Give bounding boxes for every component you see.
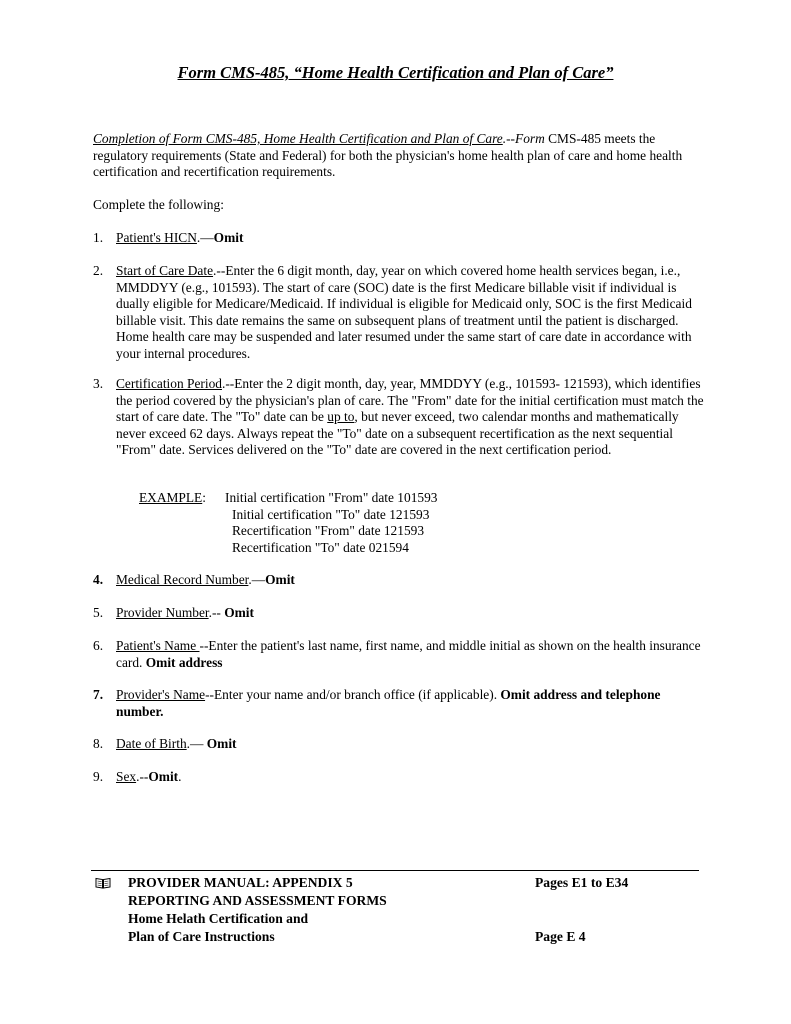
footer-left [128,874,387,946]
item-text: --Enter the patient's last name, first name, and middle initial as shown on the health insurance card. [116,638,701,670]
item-text: .— [248,572,266,587]
item-text: .— [196,230,214,245]
footer-right [535,874,628,946]
item-number: 9. [93,769,104,784]
list-item-start-of-care-date [93,263,705,362]
item-omit: Omit [265,572,295,587]
item-number: 1. [93,230,104,245]
example-line: Initial certification "To" date 121593 [232,506,430,522]
item-omit: Omit [224,605,254,620]
example-label-text: EXAMPLE [139,490,203,505]
item-label: Date of Birth [116,736,187,751]
list-item-provider-number [93,605,705,622]
example-line: Recertification "From" date 121593 [232,523,425,538]
item-number: 6. [93,638,104,653]
item-omit: Omit address [145,654,223,670]
item-number: 2. [93,263,104,278]
item-underlined-text: up to [327,409,355,424]
item-omit: Omit [148,769,179,784]
example-label [139,490,206,507]
footer-manual: PROVIDER MANUAL: APPENDIX 5 [128,875,353,890]
example-colon: : [202,490,206,505]
item-label: Certification Period [116,376,222,391]
footer-rule [91,870,699,871]
item-number: 8. [93,736,104,751]
item-text-continued: , but never exceed, two calendar months and mathematically never exceed 62 days. Always repeat the "To" date on a subsequent recertification as the next sequential "From" date. Services delivered on the "To" date are covered in the next certification period. [116,409,679,457]
footer-pages: Pages E1 to E34 [535,875,629,890]
item-label: Sex [116,769,137,784]
item-label: Provider Number [116,605,209,620]
intro-form-label: .--Form [502,131,545,146]
list-item-patient-hicn [93,230,705,247]
item-label: Patient's HICN [116,230,197,245]
list-item-certification-period [93,376,705,459]
item-label: Start of Care Date [116,263,214,278]
intro-heading: Completion of Form CMS-485, Home Health Certification and Plan of Care [93,131,503,146]
complete-label: Complete the following: [93,197,224,212]
item-text: .-- [136,769,149,784]
example-line: Recertification "To" date 021594 [232,539,409,555]
item-label: Medical Record Number [116,572,249,587]
footer-topic-cont: Plan of Care Instructions [128,929,275,944]
item-text: .--Enter the 2 digit month, day, year, MMDDYY (e.g., 101593- 121593), which identifies the period covered by the physician's plan of care. The "From" date for the initial certification must match the start of care date. The "To" date can be [116,376,704,424]
example-line: Initial certification "From" date 101593 [225,490,438,505]
item-number: 5. [93,605,104,620]
item-text: --Enter your name and/or branch office (if applicable). [205,687,501,702]
list-item-date-of-birth [93,736,705,753]
intro-text: CMS-485 meets the regulatory requirements (State and Federal) for both the physician's home health plan of care and home health certification and recertification requirements. [93,131,683,179]
intro-paragraph [93,131,703,181]
item-omit: Omit address and telephone number. [116,687,661,719]
item-label: Provider's Name [116,687,206,702]
list-item-patient-name [93,638,705,671]
item-label: Patient's Name [116,638,200,653]
item-number: 3. [93,376,104,391]
item-text: .— [186,736,207,751]
book-icon [95,877,111,889]
footer-section: REPORTING AND ASSESSMENT FORMS [128,893,387,908]
list-item-provider-name [93,687,705,720]
item-omit: Omit [206,736,237,751]
item-tail: . [178,769,182,784]
item-number: 4. [93,572,104,587]
footer-page-number: Page E 4 [535,929,586,944]
item-omit: Omit [213,230,244,245]
page-title: Form CMS-485, “Home Health Certification and Plan of Care” [177,63,614,82]
list-item-medical-record-number [93,572,705,589]
item-text: .--Enter the 6 digit month, day, year on which covered home health services began, i.e., MMDDYY (e.g., 101593). The start of care (SOC) date is the first Medicare billable visit if individual is dually eligible for Medicare/Medicaid. If individual is eligible for Medicaid only, SOC is the first Medicaid billable visit. This date remains the same on subsequent plans of treatment until the patient is discharged. Home health care may be suspended and later resumed under the same start of care date in accordance with your internal procedures. [116,263,692,361]
item-number: 7. [93,687,104,702]
footer-topic: Home Helath Certification and [128,911,309,926]
item-text: .-- [208,605,225,620]
list-item-sex [93,769,705,786]
example-lines [225,490,437,556]
